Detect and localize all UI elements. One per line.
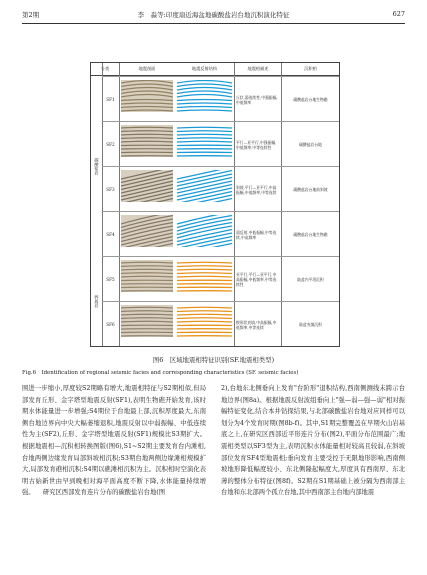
facies-code: SF4 [106, 232, 115, 237]
group-label: 碳酸盐岩 [94, 157, 100, 175]
running-header [22, 10, 405, 22]
facies-description: 楔形状充填,中高振幅,中低频率,中等连续 [236, 319, 277, 330]
body-text-left: 围进一步缩小,厚度较S2期略有增大,地震相特征与S2期相似,但局部发育丘形、金字塔型地震反射(SF1),表明生物礁开始发育,该时期水体能量进一步增强;S4期位于台地最上部,沉积厚度最大,东南侧台地边界向中央大幅萎缩退积,地震反射以中弱振幅、中低连续性为主(SF2),丘形、金字塔型地震反射(SF1)规模比S3期扩大。根据地震相—沉积相转换图版(图6),S1~S2期主要发育台内滩相,台地两侧边缘发育局部斜坡相沉积;S3期台地两侧边缘滩相规模扩大,局部发育礁相沉积;S4期以礁滩相沉积为主。沉积相时空演化表明古始新世由早到晚相对海平面高度不断下降,水体能量持续增强。 研究区西部发育连片分布的碳酸盐岩台地(图 [22, 385, 206, 497]
figure-row [102, 166, 339, 212]
figure-caption-english: Fig.6 Identification of regional seismic facies and corresponding characteristics (SF. seismic facies) [22, 370, 299, 376]
figure-row [102, 76, 339, 122]
reflection-structure-image [176, 170, 233, 202]
sedimentary-facies: 碳酸盐岩台地生物礁 [293, 232, 328, 237]
facies-description: 斜坡,平行—亚平行,中高振幅,中低频率,中等连续 [236, 184, 277, 195]
sedimentary-facies: 碳酸盐岩台地生物礁 [293, 97, 328, 102]
facies-description: 弱反射,中低振幅,中等连续,中高频率 [236, 229, 277, 240]
sedimentary-facies: 碳酸盐岩台地前斜坡 [293, 187, 328, 192]
facies-description: 丘状,弱连续性,中强振幅,中低频率 [236, 94, 278, 105]
facies-description: 亚平行,平行—亚平行,中高振幅,中低频率,中等连续性 [236, 272, 277, 287]
facies-code: SF5 [106, 277, 115, 282]
figure-row [102, 211, 339, 257]
seismic-profile-image [121, 170, 173, 202]
sedimentary-facies: 陆盆充填沉积 [299, 322, 322, 327]
facies-code: SF3 [106, 187, 115, 192]
seismic-profile-image [121, 305, 173, 337]
seismic-profile-image [121, 80, 173, 112]
figure-6-table [90, 62, 340, 347]
page-number: 627 [392, 10, 405, 18]
col-header-facies: 沉积相 [304, 66, 317, 71]
reflection-structure-image [176, 125, 233, 157]
facies-code: SF1 [106, 97, 115, 102]
seismic-profile-image [121, 260, 173, 292]
reflection-structure-image [176, 80, 233, 112]
col-header-structure: 地震反射结构 [191, 66, 218, 71]
sedimentary-facies: 陆盆内平坦沉积 [297, 277, 324, 282]
col-header-class: 分类 [100, 66, 110, 71]
sedimentary-facies: 碳酸盐岩台地 [299, 142, 322, 147]
reflection-structure-image [176, 260, 233, 292]
reflection-structure-image [176, 215, 233, 247]
seismic-profile-image [121, 215, 173, 247]
col-header-description: 地震相描述 [247, 66, 269, 71]
header-rule [22, 23, 405, 24]
facies-description: 平行—亚平行,中强振幅,中低频率,中等连续性 [236, 139, 277, 150]
facies-code: SF6 [106, 322, 115, 327]
figure-table-header [91, 63, 339, 76]
figure-caption: 图6 区域地震相特征识别(SF.地震相类型) [152, 356, 275, 364]
reflection-structure-image [176, 305, 233, 337]
running-title: 李 淼等:印度扇近海盆地碳酸盐岩台地沉积演化特征 [137, 11, 290, 19]
issue-number: 第2期 [22, 11, 40, 19]
figure-row [102, 121, 339, 167]
seismic-profile-image [121, 125, 173, 157]
facies-code: SF2 [106, 142, 115, 147]
group-label: 碎屑岩 [94, 294, 100, 308]
col-header-seismic: 地震剖面 [138, 66, 156, 71]
figure-row [102, 256, 339, 302]
body-text-right: 2),台地东北侧垂向上发育"台阶形"退积结构,西南侧测线未跨示台地边界(图8a)。根据地震反射波组垂向上"强—弱—强—弱"相对振幅特征变化,结合本井钻探结果,与北部碳酸盐岩台地对应同样可以划分为4个发育时期(图8b-f)。其中,S1期完整覆盖在早期火山岩基底之上,在研究区西部近平形连片分布(图2),平面分布范围最广;地震相类型以SF3型为主,表明沉积水体能量相对较高且较弱,在斜坡部位发育SF4型地震相;垂向发育主要受控于无限地形影响,西南侧坡地形降低幅度较小、东北侧隆起幅度大,厚度具有西南厚、东北薄的整体分布特征(图8f)。S2期在S1期基础上被分隔为西南部主台地和东北部两个孤立台地,其中西南部主台地内部地震 [221, 385, 405, 497]
figure-row [102, 301, 339, 347]
